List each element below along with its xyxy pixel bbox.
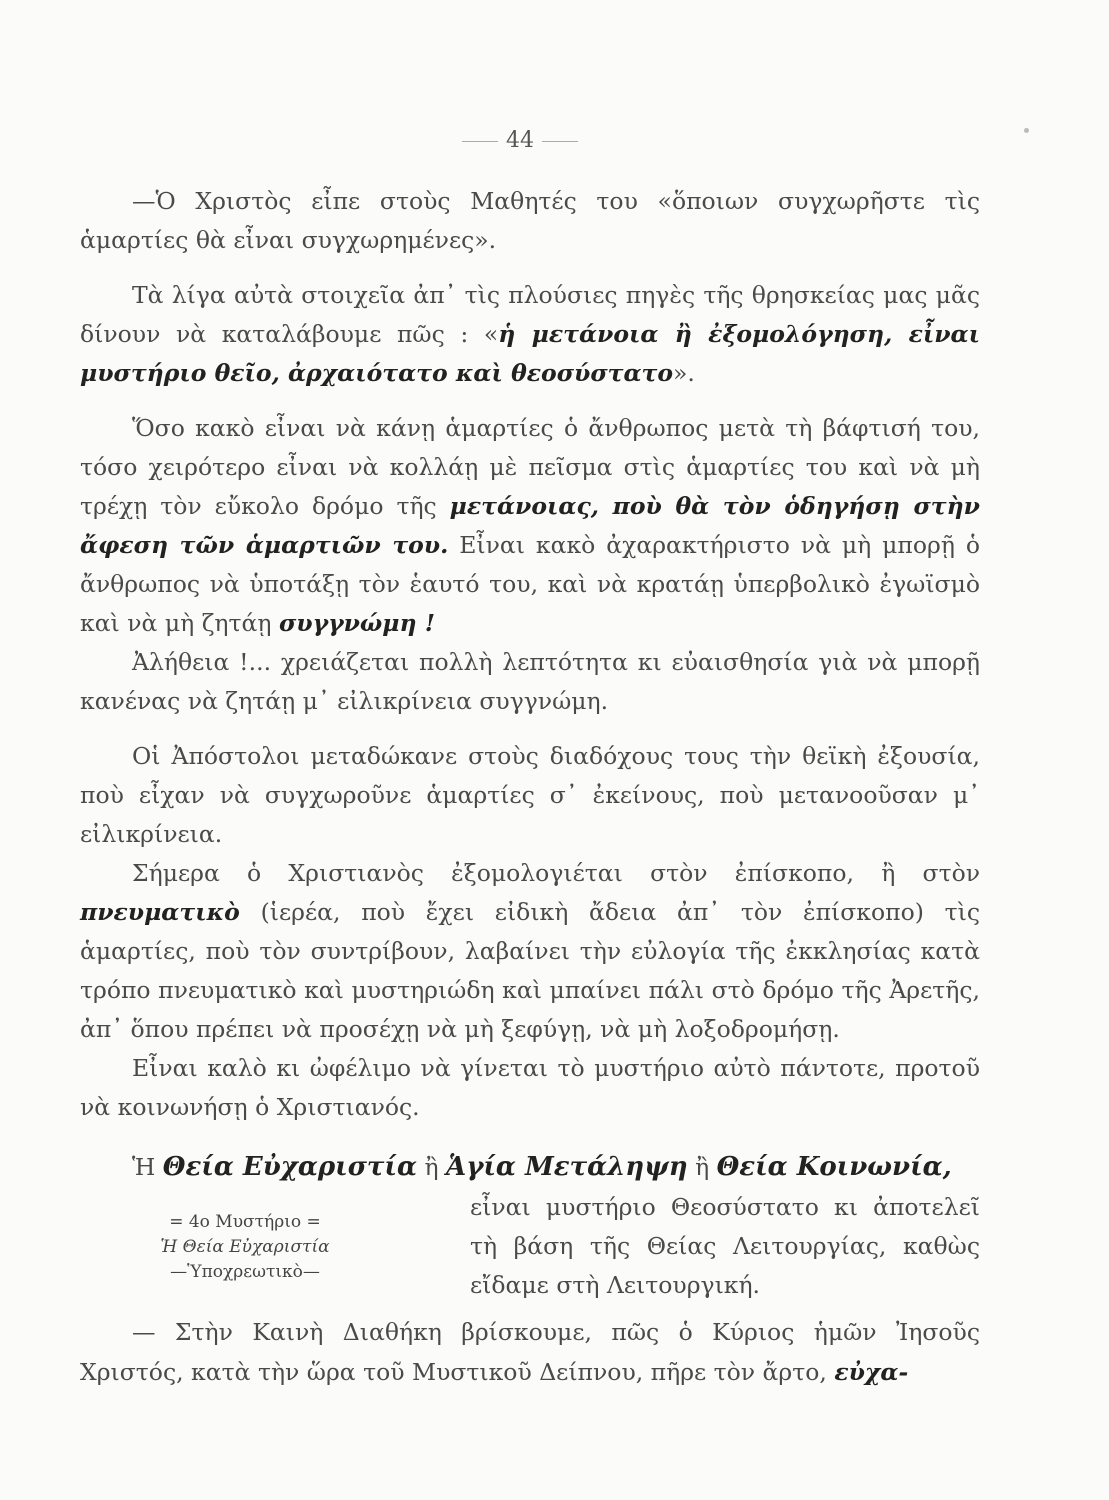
paragraph: Οἱ Ἀπόστολοι μεταδώκανε στοὺς διαδόχους τους τὴν θεϊκὴ ἐξουσία, ποὺ εἶχαν νὰ συγχωροῦνε ἁμαρτίες σ᾽ ἐκείνους, ποὺ μετανοοῦσαν μ᾽ εἰλικρίνεια.	[80, 742, 980, 848]
margin-note-title: Ἡ Θεία Εὐχαριστία	[160, 1237, 330, 1257]
margin-note	[80, 1210, 410, 1285]
emphasis: συγγνώμη !	[278, 609, 436, 637]
paragraph: Τὰ λίγα αὐτὰ στοιχεῖα ἀπ᾽ τὶς πλούσιες πηγὲς τῆς θρησκείας μας μᾶς δίνουν νὰ καταλάβουμε πῶς : «ἡ μετάνοια ἢ ἐξομολόγηση, εἶναι μυστήριο θεῖο, ἀρχαιότατο καὶ θεοσύστατο».	[80, 281, 980, 387]
paragraph: Εἶναι καλὸ κι ὠφέλιμο νὰ γίνεται τὸ μυστήριο αὐτὸ πάντοτε, προτοῦ νὰ κοινωνήσῃ ὁ Χριστιανός.	[80, 1054, 980, 1121]
emphasis: μετάνοιας, ποὺ θὰ τὸν ὁδηγήσῃ στὴν ἄφεση τῶν ἁμαρτιῶν του.	[80, 492, 980, 559]
section-text: εἶναι μυστήριο Θεοσύστατο κι ἀποτελεῖ τὴ βάση τῆς Θείας Λειτουργίας, καθὼς εἴδαμε στὴ Λειτουργική.	[470, 1193, 980, 1299]
emphasis: ἡ μετάνοια ἢ ἐξομολόγηση, εἶναι μυστήριο θεῖο, ἀρχαιότατο καὶ θεοσύστατο	[80, 320, 980, 387]
margin-note-line: = 4ο Μυστήριο =	[169, 1212, 321, 1232]
body-text	[80, 182, 980, 1143]
paragraph: Σήμερα ὁ Χριστιανὸς ἐξομολογιέται στὸν ἐπίσκοπο, ἢ στὸν πνευματικὸ (ἱερέα, ποὺ ἔχει εἰδικὴ ἄδεια ἀπ᾽ τὸν ἐπίσκοπο) τὶς ἁμαρτίες, ποὺ τὸν συντρίβουν, λαβαίνει τὴν εὐλογία τῆς ἐκκλησίας κατὰ τρόπο πνευματικὸ καὶ μυστηριώδη καὶ μπαίνει πάλι στὸ δρόμο τῆς Ἀρετῆς, ἀπ᾽ ὅπου πρέπει νὰ προσέχῃ νὰ μὴ ξεφύγῃ, νὰ μὴ λοξοδρομήσῃ.	[80, 859, 980, 1043]
page-number: 44	[0, 128, 1040, 153]
section-heading: Ἡ Θεία Εὐχαριστία ἢ Ἁγία Μετάληψη ἢ Θεία Κοινωνία,	[132, 1152, 952, 1182]
emphasis: πνευματικὸ	[80, 898, 240, 926]
paragraph: —Ὁ Χριστὸς εἶπε στοὺς Μαθητές του «ὅποιων συγχωρῆστε τὶς ἁμαρτίες θὰ εἶναι συγχωρημένες».	[80, 187, 980, 254]
margin-note-line: —Ὑποχρεωτικὸ—	[170, 1262, 320, 1282]
paragraph: — Στὴν Καινὴ Διαθήκη βρίσκουμε, πῶς ὁ Κύριος ἡμῶν Ἰησοῦς Χριστός, κατὰ τὴν ὥρα τοῦ Μυστικοῦ Δείπνου, πῆρε τὸν ἄρτο, εὐχα-	[80, 1318, 980, 1386]
paragraph: Ὅσο κακὸ εἶναι νὰ κάνῃ ἁμαρτίες ὁ ἄνθρωπος μετὰ τὴ βάφτισή του, τόσο χειρότερο εἶναι νὰ κολλάῃ μὲ πεῖσμα στὶς ἁμαρτίες του καὶ νὰ μὴ τρέχῃ τὸν εὔκολο δρόμο τῆς μετάνοιας, ποὺ θὰ τὸν ὁδηγήσῃ στὴν ἄφεση τῶν ἁμαρτιῶν του. Εἶναι κακὸ ἀχαρακτήριστο νὰ μὴ μπορῇ ὁ ἄνθρωπος νὰ ὑποτάξῃ τὸν ἑαυτό του, καὶ νὰ κρατάῃ ὑπερβολικὸ ἐγωϊσμὸ καὶ νὰ μὴ ζητάῃ συγγνώμη !	[80, 414, 980, 637]
paragraph: Ἀλήθεια !... χρειάζεται πολλὴ λεπτότητα κι εὐαισθησία γιὰ νὰ μπορῇ κανένας νὰ ζητάῃ μ᾽ εἰλικρίνεια συγγνώμη.	[80, 648, 980, 715]
